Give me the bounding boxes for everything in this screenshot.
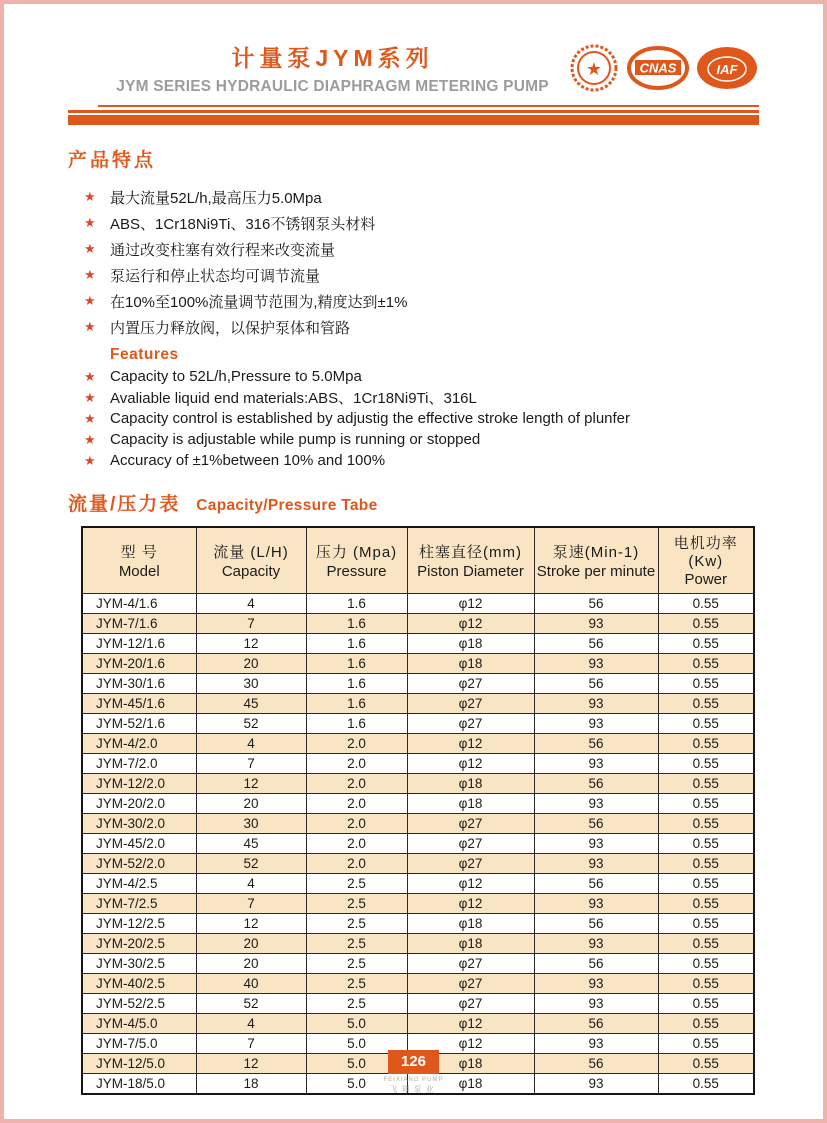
model-cell: JYM-45/1.6 xyxy=(82,694,196,714)
value-cell: 93 xyxy=(534,714,658,734)
header-titles xyxy=(68,40,567,96)
value-cell: 0.55 xyxy=(658,894,754,914)
table-row xyxy=(82,1014,754,1034)
value-cell: 0.55 xyxy=(658,1034,754,1054)
table-row xyxy=(82,974,754,994)
value-cell: 4 xyxy=(196,1014,306,1034)
value-cell: 2.0 xyxy=(306,754,407,774)
value-cell: 12 xyxy=(196,1054,306,1074)
model-cell: JYM-52/2.0 xyxy=(82,854,196,874)
value-cell: φ27 xyxy=(407,694,534,714)
model-cell: JYM-4/2.5 xyxy=(82,874,196,894)
model-cell: JYM-20/1.6 xyxy=(82,654,196,674)
column-header-en: Capacity xyxy=(221,562,281,580)
value-cell: 56 xyxy=(534,914,658,934)
value-cell: 12 xyxy=(196,774,306,794)
value-cell: 1.6 xyxy=(306,654,407,674)
value-cell: φ27 xyxy=(407,954,534,974)
value-cell: 93 xyxy=(534,794,658,814)
table-row xyxy=(82,834,754,854)
table-row xyxy=(82,814,754,834)
features-heading-cn: 产品特点 xyxy=(68,150,157,171)
model-cell: JYM-12/2.5 xyxy=(82,914,196,934)
table-row xyxy=(82,714,754,734)
value-cell: 5.0 xyxy=(306,1074,407,1095)
table-section-heading xyxy=(68,489,759,516)
feature-item xyxy=(68,236,759,262)
model-cell: JYM-20/2.5 xyxy=(82,934,196,954)
column-header-cn: 压力 (Mpa) xyxy=(315,543,398,561)
footer-brand-en: FEIXIANG PUMP xyxy=(383,1077,444,1083)
feature-text: Avaliable liquid end materials:ABS、1Cr18Ni9Ti、316L xyxy=(110,390,477,407)
table-row xyxy=(82,934,754,954)
value-cell: 40 xyxy=(196,974,306,994)
value-cell: 56 xyxy=(534,734,658,754)
column-header-en: Power xyxy=(684,571,728,588)
star-icon: ★ xyxy=(84,452,96,468)
value-cell: 4 xyxy=(196,734,306,754)
value-cell: φ12 xyxy=(407,874,534,894)
certification-logos xyxy=(567,42,759,94)
value-cell: 0.55 xyxy=(658,774,754,794)
svg-text:IAF: IAF xyxy=(716,62,738,77)
column-header-cn: 流量 (L/H) xyxy=(213,543,289,561)
value-cell: 0.55 xyxy=(658,594,754,614)
value-cell: 20 xyxy=(196,654,306,674)
model-cell: JYM-7/5.0 xyxy=(82,1034,196,1054)
value-cell: 93 xyxy=(534,974,658,994)
page-title-en: JYM SERIES HYDRAULIC DIAPHRAGM METERING PUMP xyxy=(116,78,549,95)
value-cell: 0.55 xyxy=(658,914,754,934)
value-cell: 1.6 xyxy=(306,614,407,634)
value-cell: 20 xyxy=(196,794,306,814)
header-divider xyxy=(68,105,759,125)
feature-item xyxy=(68,262,759,288)
value-cell: 7 xyxy=(196,1034,306,1054)
model-cell: JYM-52/2.5 xyxy=(82,994,196,1014)
feature-item xyxy=(68,210,759,236)
value-cell: φ18 xyxy=(407,1074,534,1095)
column-header xyxy=(306,527,407,594)
value-cell: 20 xyxy=(196,954,306,974)
model-cell: JYM-7/2.5 xyxy=(82,894,196,914)
model-cell: JYM-20/2.0 xyxy=(82,794,196,814)
column-header-en: Stroke per minute xyxy=(536,562,656,580)
value-cell: φ12 xyxy=(407,1034,534,1054)
svg-text:★: ★ xyxy=(585,59,603,79)
feature-text: Capacity to 52L/h,Pressure to 5.0Mpa xyxy=(110,368,362,385)
column-header-cn: 泵速(Min-1) xyxy=(552,543,640,561)
value-cell: 0.55 xyxy=(658,814,754,834)
feature-text: Accuracy of ±1%between 10% and 100% xyxy=(110,452,386,469)
model-cell: JYM-7/1.6 xyxy=(82,614,196,634)
table-row xyxy=(82,734,754,754)
feature-item xyxy=(68,387,759,408)
feature-text: Capacity is adjustable while pump is running or stopped xyxy=(110,431,481,448)
model-cell: JYM-30/1.6 xyxy=(82,674,196,694)
column-header-cn: 电机功率(Kw) xyxy=(673,535,738,570)
value-cell: 2.5 xyxy=(306,974,407,994)
model-cell: JYM-30/2.5 xyxy=(82,954,196,974)
value-cell: 2.0 xyxy=(306,834,407,854)
page-header xyxy=(68,40,759,96)
star-icon: ★ xyxy=(84,293,96,308)
star-icon: ★ xyxy=(84,368,96,384)
table-row xyxy=(82,594,754,614)
value-cell: 18 xyxy=(196,1074,306,1095)
feature-text: ABS、1Cr18Ni9Ti、316不锈钢泵头材料 xyxy=(110,215,376,233)
value-cell: 2.5 xyxy=(306,914,407,934)
value-cell: 56 xyxy=(534,1014,658,1034)
value-cell: φ27 xyxy=(407,994,534,1014)
value-cell: 2.0 xyxy=(306,814,407,834)
star-icon: ★ xyxy=(84,241,96,256)
star-icon: ★ xyxy=(84,189,96,204)
value-cell: φ12 xyxy=(407,894,534,914)
column-header xyxy=(534,527,658,594)
features-list-en xyxy=(68,366,759,471)
value-cell: 56 xyxy=(534,594,658,614)
table-row xyxy=(82,794,754,814)
value-cell: φ12 xyxy=(407,734,534,754)
star-icon: ★ xyxy=(84,389,96,405)
value-cell: 30 xyxy=(196,674,306,694)
model-cell: JYM-40/2.5 xyxy=(82,974,196,994)
value-cell: φ18 xyxy=(407,794,534,814)
feature-text: 最大流量52L/h,最高压力5.0Mpa xyxy=(110,189,322,207)
table-row xyxy=(82,894,754,914)
feature-text: Capacity control is established by adjustig the effective stroke length of plunfer xyxy=(110,410,631,427)
table-row xyxy=(82,914,754,934)
value-cell: 1.6 xyxy=(306,634,407,654)
column-header-cn: 型 号 xyxy=(120,543,158,561)
model-cell: JYM-7/2.0 xyxy=(82,754,196,774)
footer-brand-cn: 飞翔泵业 xyxy=(389,1085,438,1094)
cnas-logo xyxy=(626,44,690,92)
value-cell: 56 xyxy=(534,674,658,694)
model-cell: JYM-18/5.0 xyxy=(82,1074,196,1095)
model-cell: JYM-12/1.6 xyxy=(82,634,196,654)
value-cell: φ27 xyxy=(407,714,534,734)
value-cell: 2.5 xyxy=(306,934,407,954)
capacity-pressure-table xyxy=(81,526,755,1095)
value-cell: 4 xyxy=(196,594,306,614)
value-cell: 12 xyxy=(196,634,306,654)
value-cell: 2.5 xyxy=(306,894,407,914)
column-header xyxy=(658,527,754,594)
value-cell: 0.55 xyxy=(658,874,754,894)
value-cell: 0.55 xyxy=(658,674,754,694)
column-header-cn: 柱塞直径(mm) xyxy=(419,543,522,561)
value-cell: 52 xyxy=(196,994,306,1014)
value-cell: φ18 xyxy=(407,634,534,654)
table-heading-cn: 流量/压力表 xyxy=(68,494,181,515)
value-cell: 56 xyxy=(534,814,658,834)
value-cell: 0.55 xyxy=(658,794,754,814)
model-cell: JYM-4/5.0 xyxy=(82,1014,196,1034)
model-cell: JYM-12/2.0 xyxy=(82,774,196,794)
value-cell: 7 xyxy=(196,614,306,634)
value-cell: 5.0 xyxy=(306,1014,407,1034)
value-cell: 52 xyxy=(196,854,306,874)
value-cell: 0.55 xyxy=(658,854,754,874)
value-cell: φ12 xyxy=(407,614,534,634)
value-cell: 2.0 xyxy=(306,854,407,874)
page-title-cn: 计量泵JYM系列 xyxy=(231,45,434,71)
feature-text: 内置压力释放阀，以保护泵体和管路 xyxy=(110,319,351,337)
value-cell: 0.55 xyxy=(658,994,754,1014)
value-cell: 2.5 xyxy=(306,994,407,1014)
feature-text: 通过改变柱塞有效行程来改变流量 xyxy=(110,241,336,259)
value-cell: 93 xyxy=(534,934,658,954)
value-cell: 0.55 xyxy=(658,834,754,854)
features-list-cn xyxy=(68,184,759,340)
value-cell: 93 xyxy=(534,834,658,854)
value-cell: 93 xyxy=(534,894,658,914)
value-cell: 0.55 xyxy=(658,654,754,674)
feature-item xyxy=(68,184,759,210)
value-cell: 0.55 xyxy=(658,1074,754,1095)
value-cell: 4 xyxy=(196,874,306,894)
value-cell: 2.5 xyxy=(306,874,407,894)
value-cell: 7 xyxy=(196,754,306,774)
features-heading-en: Features xyxy=(110,346,179,363)
value-cell: 45 xyxy=(196,694,306,714)
table-row xyxy=(82,694,754,714)
model-cell: JYM-45/2.0 xyxy=(82,834,196,854)
table-row xyxy=(82,634,754,654)
value-cell: φ27 xyxy=(407,974,534,994)
table-header-row xyxy=(82,527,754,594)
value-cell: 93 xyxy=(534,994,658,1014)
table-row xyxy=(82,854,754,874)
value-cell: 2.0 xyxy=(306,774,407,794)
column-header xyxy=(196,527,306,594)
value-cell: 0.55 xyxy=(658,934,754,954)
feature-item xyxy=(68,429,759,450)
value-cell: 0.55 xyxy=(658,614,754,634)
value-cell: 0.55 xyxy=(658,974,754,994)
value-cell: φ12 xyxy=(407,594,534,614)
value-cell: 0.55 xyxy=(658,634,754,654)
value-cell: φ12 xyxy=(407,754,534,774)
table-row xyxy=(82,674,754,694)
value-cell: 12 xyxy=(196,914,306,934)
star-icon: ★ xyxy=(84,319,96,334)
svg-text:CNAS: CNAS xyxy=(639,60,677,76)
feature-item xyxy=(68,288,759,314)
value-cell: 0.55 xyxy=(658,954,754,974)
star-seal-icon xyxy=(567,42,621,94)
value-cell: 1.6 xyxy=(306,594,407,614)
value-cell: φ18 xyxy=(407,914,534,934)
divider-thick-bar xyxy=(68,110,759,125)
value-cell: φ27 xyxy=(407,814,534,834)
value-cell: 5.0 xyxy=(306,1034,407,1054)
divider-thin-line xyxy=(98,105,759,107)
column-header-en: Piston Diameter xyxy=(417,562,524,580)
feature-item xyxy=(68,314,759,340)
value-cell: 0.55 xyxy=(658,714,754,734)
value-cell: 52 xyxy=(196,714,306,734)
feature-item xyxy=(68,450,759,471)
value-cell: 56 xyxy=(534,1054,658,1074)
value-cell: φ18 xyxy=(407,1054,534,1074)
value-cell: φ12 xyxy=(407,1014,534,1034)
value-cell: φ27 xyxy=(407,834,534,854)
table-row xyxy=(82,654,754,674)
table-row xyxy=(82,774,754,794)
feature-text: 泵运行和停止状态均可调节流量 xyxy=(110,267,321,285)
table-row xyxy=(82,994,754,1014)
value-cell: 2.0 xyxy=(306,794,407,814)
star-icon: ★ xyxy=(84,215,96,230)
page-footer xyxy=(4,1050,823,1095)
column-header xyxy=(407,527,534,594)
value-cell: 93 xyxy=(534,854,658,874)
feature-item xyxy=(68,366,759,387)
value-cell: 45 xyxy=(196,834,306,854)
value-cell: 93 xyxy=(534,1034,658,1054)
value-cell: 1.6 xyxy=(306,674,407,694)
value-cell: 93 xyxy=(534,654,658,674)
page-number-badge: 126 xyxy=(388,1050,439,1074)
table-heading-en: Capacity/Pressure Tabe xyxy=(196,497,378,514)
value-cell: 5.0 xyxy=(306,1054,407,1074)
value-cell: 0.55 xyxy=(658,734,754,754)
feature-item xyxy=(68,408,759,429)
model-cell: JYM-52/1.6 xyxy=(82,714,196,734)
star-icon: ★ xyxy=(84,410,96,426)
feature-text: 在10%至100%流量调节范围为,精度达到±1% xyxy=(110,293,408,311)
value-cell: 0.55 xyxy=(658,754,754,774)
model-cell: JYM-4/2.0 xyxy=(82,734,196,754)
value-cell: 0.55 xyxy=(658,694,754,714)
table-row xyxy=(82,754,754,774)
value-cell: 0.55 xyxy=(658,1054,754,1074)
column-header-en: Model xyxy=(118,562,160,580)
value-cell: 56 xyxy=(534,634,658,654)
value-cell: 7 xyxy=(196,894,306,914)
value-cell: φ18 xyxy=(407,654,534,674)
value-cell: 56 xyxy=(534,954,658,974)
model-cell: JYM-4/1.6 xyxy=(82,594,196,614)
star-icon: ★ xyxy=(84,267,96,282)
star-icon: ★ xyxy=(84,431,96,447)
model-cell: JYM-30/2.0 xyxy=(82,814,196,834)
iaf-logo xyxy=(695,44,759,92)
value-cell: 2.0 xyxy=(306,734,407,754)
value-cell: φ27 xyxy=(407,674,534,694)
value-cell: 20 xyxy=(196,934,306,954)
table-row xyxy=(82,954,754,974)
column-header-en: Pressure xyxy=(326,562,387,580)
value-cell: 93 xyxy=(534,614,658,634)
value-cell: 2.5 xyxy=(306,954,407,974)
value-cell: 56 xyxy=(534,874,658,894)
value-cell: 30 xyxy=(196,814,306,834)
table-row xyxy=(82,874,754,894)
value-cell: 56 xyxy=(534,774,658,794)
value-cell: 93 xyxy=(534,694,658,714)
value-cell: 93 xyxy=(534,1074,658,1095)
table-row xyxy=(82,614,754,634)
value-cell: 0.55 xyxy=(658,1014,754,1034)
value-cell: φ18 xyxy=(407,934,534,954)
value-cell: φ27 xyxy=(407,854,534,874)
column-header xyxy=(82,527,196,594)
value-cell: 1.6 xyxy=(306,714,407,734)
model-cell: JYM-12/5.0 xyxy=(82,1054,196,1074)
value-cell: φ18 xyxy=(407,774,534,794)
value-cell: 93 xyxy=(534,754,658,774)
value-cell: 1.6 xyxy=(306,694,407,714)
